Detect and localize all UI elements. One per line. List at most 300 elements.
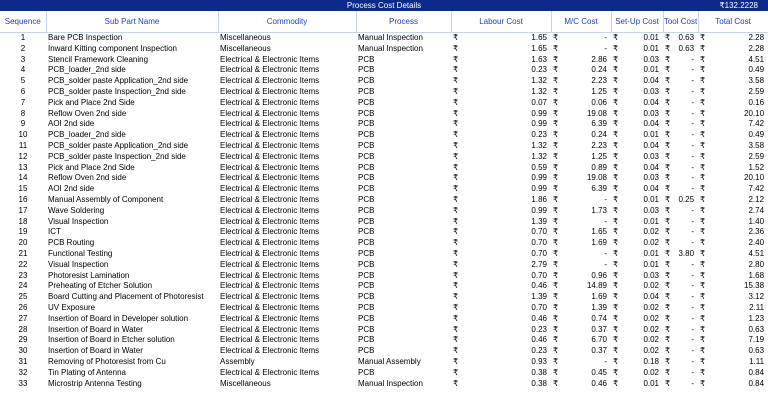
cell-process: PCB — [358, 302, 375, 312]
cell-commodity: Electrical & Electronic Items — [220, 130, 320, 140]
cell-setup-cost: 0.03 — [643, 54, 660, 64]
table-row[interactable] — [0, 141, 768, 152]
currency-symbol: ₹ — [700, 54, 706, 64]
cell-mc-cost: 2.23 — [591, 140, 607, 150]
currency-symbol: ₹ — [665, 140, 671, 150]
currency-symbol: ₹ — [553, 378, 559, 388]
cell-sequence: 10 — [18, 130, 28, 140]
currency-symbol: ₹ — [613, 194, 619, 204]
currency-symbol: ₹ — [453, 205, 459, 215]
currency-symbol: ₹ — [453, 281, 459, 291]
cell-labour-cost: 0.99 — [531, 173, 547, 183]
currency-symbol: ₹ — [553, 76, 559, 86]
cell-process: PCB — [358, 259, 375, 269]
cell-sub-part-name: Bare PCB Inspection — [48, 33, 123, 42]
currency-symbol: ₹ — [453, 259, 459, 269]
table-row[interactable] — [0, 173, 768, 184]
cell-total-cost: 4.51 — [748, 54, 765, 64]
currency-symbol: ₹ — [453, 270, 459, 280]
cell-sequence: 27 — [18, 313, 28, 323]
currency-symbol: ₹ — [700, 259, 706, 269]
cell-tool-cost: - — [691, 97, 695, 107]
currency-symbol: ₹ — [453, 238, 459, 248]
cell-tool-cost: 0.25 — [678, 194, 695, 204]
cell-sub-part-name: Visual Inspection — [48, 259, 109, 269]
cell-sub-part-name: Photoresist Lamination — [48, 270, 130, 280]
cell-sequence: 14 — [18, 173, 28, 183]
cell-commodity: Electrical & Electronic Items — [220, 324, 320, 334]
cell-setup-cost: 0.03 — [643, 151, 660, 161]
cell-tool-cost: - — [691, 140, 695, 150]
cell-commodity: Electrical & Electronic Items — [220, 65, 320, 75]
currency-symbol: ₹ — [453, 54, 459, 64]
cell-commodity: Electrical & Electronic Items — [220, 86, 320, 96]
table-row[interactable] — [0, 184, 768, 195]
table-header-row — [0, 11, 768, 33]
cell-sub-part-name: Insertion of Board in Water — [48, 346, 143, 356]
cell-tool-cost: - — [691, 151, 695, 161]
table-row[interactable] — [0, 249, 768, 260]
currency-symbol: ₹ — [453, 367, 459, 377]
cell-process: PCB — [358, 65, 375, 75]
currency-symbol: ₹ — [700, 119, 706, 129]
currency-symbol: ₹ — [665, 270, 671, 280]
col-header-mc-cost[interactable]: M/C Cost — [551, 11, 611, 33]
cell-tool-cost: - — [691, 65, 695, 75]
cell-total-cost: 2.59 — [748, 86, 765, 96]
currency-symbol: ₹ — [553, 119, 559, 129]
cell-labour-cost: 0.38 — [531, 378, 547, 388]
cell-labour-cost: 1.32 — [531, 140, 547, 150]
currency-symbol: ₹ — [700, 324, 706, 334]
cell-tool-cost: - — [691, 356, 695, 366]
currency-symbol: ₹ — [700, 76, 706, 86]
cell-labour-cost: 0.99 — [531, 205, 547, 215]
currency-symbol: ₹ — [700, 194, 706, 204]
cell-commodity: Electrical & Electronic Items — [220, 151, 320, 161]
currency-symbol: ₹ — [665, 313, 671, 323]
cell-total-cost: 3.58 — [748, 76, 765, 86]
col-header-setup-cost[interactable]: Set-Up Cost — [611, 11, 663, 33]
cell-sequence: 7 — [20, 97, 26, 107]
cell-process: PCB — [358, 108, 375, 118]
currency-symbol: ₹ — [453, 356, 459, 366]
cell-sub-part-name: Tin Plating of Antenna — [48, 367, 126, 377]
currency-symbol: ₹ — [700, 378, 706, 388]
cell-sub-part-name: Functional Testing — [48, 248, 113, 258]
cell-sub-part-name: Microstrip Antenna Testing — [48, 378, 142, 388]
cell-commodity: Electrical & Electronic Items — [220, 346, 320, 356]
cell-total-cost: 20.10 — [744, 173, 765, 183]
cell-setup-cost: 0.01 — [643, 259, 660, 269]
cell-setup-cost: 0.02 — [643, 346, 660, 356]
currency-symbol: ₹ — [553, 86, 559, 96]
cell-total-cost: 1.11 — [749, 356, 765, 366]
table-row[interactable] — [0, 271, 768, 282]
table-row[interactable] — [0, 303, 768, 314]
cell-mc-cost: 6.70 — [591, 335, 607, 345]
currency-symbol: ₹ — [613, 119, 619, 129]
currency-symbol: ₹ — [665, 238, 671, 248]
cell-commodity: Electrical & Electronic Items — [220, 281, 320, 291]
cell-labour-cost: 0.46 — [531, 281, 547, 291]
cell-mc-cost: 19.08 — [586, 108, 607, 118]
currency-symbol: ₹ — [700, 151, 706, 161]
currency-symbol: ₹ — [665, 292, 671, 302]
cell-commodity: Electrical & Electronic Items — [220, 97, 320, 107]
cell-process: PCB — [358, 130, 375, 140]
cell-sub-part-name: PCB_solder paste Inspection_2nd side — [48, 86, 186, 96]
table-row[interactable] — [0, 335, 768, 346]
cell-tool-cost: 3.80 — [678, 248, 695, 258]
cell-process: PCB — [358, 173, 375, 183]
cell-sub-part-name: PCB_loader_2nd side — [48, 130, 126, 140]
cell-mc-cost: - — [604, 356, 607, 366]
currency-symbol: ₹ — [700, 86, 706, 96]
cell-mc-cost: 2.23 — [591, 76, 607, 86]
currency-symbol: ₹ — [453, 292, 459, 302]
cell-mc-cost: - — [604, 194, 607, 204]
cell-sub-part-name: ICT — [48, 227, 61, 237]
currency-symbol: ₹ — [613, 162, 619, 172]
cell-sub-part-name: PCB Routing — [48, 238, 95, 248]
cell-mc-cost: 14.89 — [586, 281, 607, 291]
cell-sub-part-name: Insertion of Board in Water — [48, 324, 143, 334]
cell-setup-cost: 0.01 — [643, 65, 660, 75]
currency-symbol: ₹ — [453, 86, 459, 96]
cell-tool-cost: - — [691, 270, 695, 280]
currency-symbol: ₹ — [613, 54, 619, 64]
currency-symbol: ₹ — [700, 162, 706, 172]
cell-setup-cost: 0.02 — [643, 302, 660, 312]
col-header-process[interactable]: Process — [356, 11, 451, 33]
currency-symbol: ₹ — [453, 194, 459, 204]
cell-setup-cost: 0.04 — [643, 292, 660, 302]
currency-symbol: ₹ — [613, 216, 619, 226]
col-header-total-cost[interactable]: Total Cost — [698, 11, 768, 33]
cell-labour-cost: 0.46 — [531, 313, 547, 323]
cell-process: PCB — [358, 86, 375, 96]
currency-symbol: ₹ — [553, 335, 559, 345]
table-row[interactable] — [0, 292, 768, 303]
table-row[interactable] — [0, 44, 768, 55]
currency-symbol: ₹ — [613, 205, 619, 215]
cell-tool-cost: - — [691, 281, 695, 291]
cell-setup-cost: 0.03 — [643, 270, 660, 280]
cell-process: PCB — [358, 76, 375, 86]
cell-total-cost: 0.49 — [748, 130, 765, 140]
cell-mc-cost: 19.08 — [586, 173, 607, 183]
cell-setup-cost: 0.02 — [643, 367, 660, 377]
currency-symbol: ₹ — [613, 259, 619, 269]
cell-process: PCB — [358, 119, 375, 129]
cell-labour-cost: 0.59 — [531, 162, 547, 172]
currency-symbol: ₹ — [700, 108, 706, 118]
currency-symbol: ₹ — [665, 335, 671, 345]
cell-sequence: 20 — [18, 238, 28, 248]
cell-sequence: 12 — [18, 151, 28, 161]
cell-tool-cost: - — [691, 119, 695, 129]
cell-tool-cost: - — [691, 205, 695, 215]
cell-labour-cost: 1.86 — [531, 194, 547, 204]
cell-labour-cost: 1.39 — [531, 292, 547, 302]
currency-symbol: ₹ — [700, 173, 706, 183]
cell-commodity: Electrical & Electronic Items — [220, 259, 320, 269]
cell-process: PCB — [358, 292, 375, 302]
currency-symbol: ₹ — [700, 302, 706, 312]
cell-commodity: Electrical & Electronic Items — [220, 108, 320, 118]
cell-mc-cost: 0.46 — [591, 378, 607, 388]
cell-labour-cost: 0.70 — [531, 302, 547, 312]
cell-sequence: 26 — [18, 302, 28, 312]
cell-setup-cost: 0.01 — [643, 130, 660, 140]
cell-process: Manual Inspection — [358, 33, 423, 42]
cell-total-cost: 0.84 — [748, 378, 765, 388]
col-header-commodity[interactable]: Commodity — [218, 11, 356, 33]
cell-process: PCB — [358, 346, 375, 356]
cell-sequence: 24 — [18, 281, 28, 291]
cell-sequence: 22 — [18, 259, 28, 269]
table-row[interactable] — [0, 281, 768, 292]
cell-total-cost: 20.10 — [744, 108, 765, 118]
cell-total-cost: 2.28 — [748, 33, 765, 42]
cell-sequence: 33 — [18, 378, 28, 388]
cell-mc-cost: 1.25 — [591, 151, 607, 161]
page-title: Process Cost Details — [346, 1, 422, 10]
cell-process: PCB — [358, 313, 375, 323]
table-row[interactable] — [0, 346, 768, 357]
cell-mc-cost: 0.89 — [591, 162, 607, 172]
cell-setup-cost: 0.02 — [643, 313, 660, 323]
currency-symbol: ₹ — [613, 367, 619, 377]
table-row[interactable] — [0, 33, 768, 44]
cell-commodity: Electrical & Electronic Items — [220, 194, 320, 204]
currency-symbol: ₹ — [665, 184, 671, 194]
currency-symbol: ₹ — [453, 108, 459, 118]
currency-symbol: ₹ — [453, 97, 459, 107]
currency-symbol: ₹ — [613, 292, 619, 302]
cell-labour-cost: 0.23 — [531, 346, 547, 356]
table-row[interactable] — [0, 163, 768, 174]
cell-tool-cost: - — [691, 292, 695, 302]
cell-total-cost: 3.12 — [748, 292, 765, 302]
cell-sub-part-name: Visual Inspection — [48, 216, 109, 226]
currency-symbol: ₹ — [613, 378, 619, 388]
cell-commodity: Electrical & Electronic Items — [220, 162, 320, 172]
cell-sub-part-name: Insertion of Board in Developer solution — [48, 313, 189, 323]
cell-total-cost: 2.80 — [748, 259, 765, 269]
currency-symbol: ₹ — [700, 248, 706, 258]
table-row[interactable] — [0, 76, 768, 87]
cell-mc-cost: - — [604, 216, 607, 226]
col-header-tool-cost[interactable]: Tool Cost — [663, 11, 698, 33]
cell-labour-cost: 0.93 — [531, 356, 547, 366]
cell-mc-cost: - — [604, 33, 607, 42]
table-row[interactable] — [0, 379, 768, 390]
cell-labour-cost: 1.65 — [531, 43, 547, 53]
cell-sequence: 18 — [18, 216, 28, 226]
currency-symbol: ₹ — [453, 162, 459, 172]
currency-symbol: ₹ — [453, 313, 459, 323]
table-body — [0, 33, 768, 390]
cell-commodity: Electrical & Electronic Items — [220, 248, 320, 258]
table-row[interactable] — [0, 152, 768, 163]
cell-commodity: Electrical & Electronic Items — [220, 76, 320, 86]
currency-symbol: ₹ — [613, 302, 619, 312]
currency-symbol: ₹ — [665, 194, 671, 204]
cell-sub-part-name: AOI 2nd side — [48, 184, 95, 194]
currency-symbol: ₹ — [613, 43, 619, 53]
table-row[interactable] — [0, 357, 768, 368]
cell-setup-cost: 0.02 — [643, 227, 660, 237]
currency-symbol: ₹ — [453, 324, 459, 334]
cell-labour-cost: 0.07 — [531, 97, 547, 107]
currency-symbol: ₹ — [665, 248, 671, 258]
table-row[interactable] — [0, 119, 768, 130]
currency-symbol: ₹ — [665, 356, 671, 366]
currency-symbol: ₹ — [700, 140, 706, 150]
currency-symbol: ₹ — [665, 324, 671, 334]
cell-total-cost: 0.84 — [748, 367, 765, 377]
cell-process: PCB — [358, 151, 375, 161]
table-row[interactable] — [0, 206, 768, 217]
table-row[interactable] — [0, 87, 768, 98]
currency-symbol: ₹ — [665, 151, 671, 161]
cell-commodity: Miscellaneous — [220, 33, 271, 42]
currency-symbol: ₹ — [453, 43, 459, 53]
table-row[interactable] — [0, 130, 768, 141]
table-row[interactable] — [0, 227, 768, 238]
cell-total-cost: 0.16 — [748, 97, 765, 107]
cell-labour-cost: 1.39 — [531, 216, 547, 226]
currency-symbol: ₹ — [553, 162, 559, 172]
currency-symbol: ₹ — [665, 205, 671, 215]
cell-sequence: 6 — [20, 86, 26, 96]
cell-commodity: Electrical & Electronic Items — [220, 367, 320, 377]
table-row[interactable] — [0, 217, 768, 228]
cell-process: Manual Inspection — [358, 378, 423, 388]
currency-symbol: ₹ — [665, 65, 671, 75]
cell-sequence: 16 — [18, 194, 28, 204]
table-row[interactable] — [0, 325, 768, 336]
col-header-sequence[interactable]: Sequence — [0, 11, 46, 33]
cell-process: PCB — [358, 248, 375, 258]
cell-mc-cost: 1.25 — [591, 86, 607, 96]
cell-sub-part-name: Wave Soldering — [48, 205, 105, 215]
currency-symbol: ₹ — [700, 43, 706, 53]
cell-sub-part-name: AOI 2nd side — [48, 119, 95, 129]
cell-tool-cost: - — [691, 227, 695, 237]
cell-sub-part-name: PCB_solder paste Inspection_2nd side — [48, 151, 186, 161]
cell-sequence: 15 — [18, 184, 28, 194]
table-row[interactable] — [0, 368, 768, 379]
cell-sequence: 8 — [20, 108, 26, 118]
cell-tool-cost: - — [691, 184, 695, 194]
cell-labour-cost: 0.70 — [531, 248, 547, 258]
cell-total-cost: 0.63 — [748, 346, 765, 356]
cell-total-cost: 0.63 — [748, 324, 765, 334]
cell-mc-cost: 1.73 — [591, 205, 607, 215]
cell-sequence: 13 — [18, 162, 28, 172]
currency-symbol: ₹ — [553, 33, 559, 42]
currency-symbol: ₹ — [453, 119, 459, 129]
table-row[interactable] — [0, 98, 768, 109]
cell-sequence: 23 — [18, 270, 28, 280]
cell-total-cost: 2.36 — [748, 227, 765, 237]
cell-sequence: 29 — [18, 335, 28, 345]
cell-total-cost: 1.23 — [748, 313, 765, 323]
cell-sub-part-name: Inward Kitting component Inspection — [48, 43, 177, 53]
cell-sub-part-name: PCB_loader_2nd side — [48, 65, 126, 75]
cell-setup-cost: 0.01 — [643, 248, 660, 258]
currency-symbol: ₹ — [665, 108, 671, 118]
currency-symbol: ₹ — [553, 194, 559, 204]
cell-total-cost: 15.38 — [744, 281, 765, 291]
cell-labour-cost: 1.32 — [531, 86, 547, 96]
cell-sequence: 2 — [20, 43, 26, 53]
cell-labour-cost: 0.23 — [531, 130, 547, 140]
currency-symbol: ₹ — [453, 65, 459, 75]
cell-total-cost: 7.42 — [748, 119, 765, 129]
cell-labour-cost: 2.79 — [531, 259, 547, 269]
currency-symbol: ₹ — [553, 108, 559, 118]
cell-sub-part-name: Pick and Place 2nd Side — [48, 97, 135, 107]
cell-total-cost: 7.19 — [748, 335, 765, 345]
cell-labour-cost: 1.32 — [531, 151, 547, 161]
cell-sub-part-name: Insertion of Board in Etcher solution — [48, 335, 175, 345]
currency-symbol: ₹ — [553, 97, 559, 107]
cell-mc-cost: 0.24 — [591, 65, 607, 75]
currency-symbol: ₹ — [553, 238, 559, 248]
cell-tool-cost: - — [691, 54, 695, 64]
currency-symbol: ₹ — [665, 43, 671, 53]
cell-mc-cost: 1.69 — [591, 292, 607, 302]
currency-symbol: ₹ — [453, 140, 459, 150]
currency-symbol: ₹ — [613, 33, 619, 42]
table-row[interactable] — [0, 260, 768, 271]
cell-process: PCB — [358, 227, 375, 237]
cell-tool-cost: - — [691, 173, 695, 183]
currency-symbol: ₹ — [553, 281, 559, 291]
cell-labour-cost: 0.46 — [531, 335, 547, 345]
currency-symbol: ₹ — [453, 33, 459, 42]
col-header-sub-part-name[interactable]: Sub Part Name — [46, 11, 218, 33]
cell-process: PCB — [358, 194, 375, 204]
table-row[interactable] — [0, 109, 768, 120]
table-row[interactable] — [0, 65, 768, 76]
currency-symbol: ₹ — [665, 227, 671, 237]
cell-sequence: 21 — [18, 248, 28, 258]
table-row[interactable] — [0, 55, 768, 66]
cell-process: Manual Assembly — [358, 356, 421, 366]
currency-symbol: ₹ — [553, 65, 559, 75]
currency-symbol: ₹ — [613, 97, 619, 107]
currency-symbol: ₹ — [700, 292, 706, 302]
currency-symbol: ₹ — [453, 151, 459, 161]
table-row[interactable] — [0, 195, 768, 206]
col-header-labour-cost[interactable]: Labour Cost — [451, 11, 551, 33]
currency-symbol: ₹ — [613, 151, 619, 161]
cell-total-cost: 2.74 — [748, 205, 765, 215]
cell-labour-cost: 0.23 — [531, 324, 547, 334]
cell-process: PCB — [358, 97, 375, 107]
currency-symbol: ₹ — [665, 162, 671, 172]
table-row[interactable] — [0, 238, 768, 249]
currency-symbol: ₹ — [453, 335, 459, 345]
currency-symbol: ₹ — [453, 216, 459, 226]
table-row[interactable] — [0, 314, 768, 325]
currency-symbol: ₹ — [453, 248, 459, 258]
